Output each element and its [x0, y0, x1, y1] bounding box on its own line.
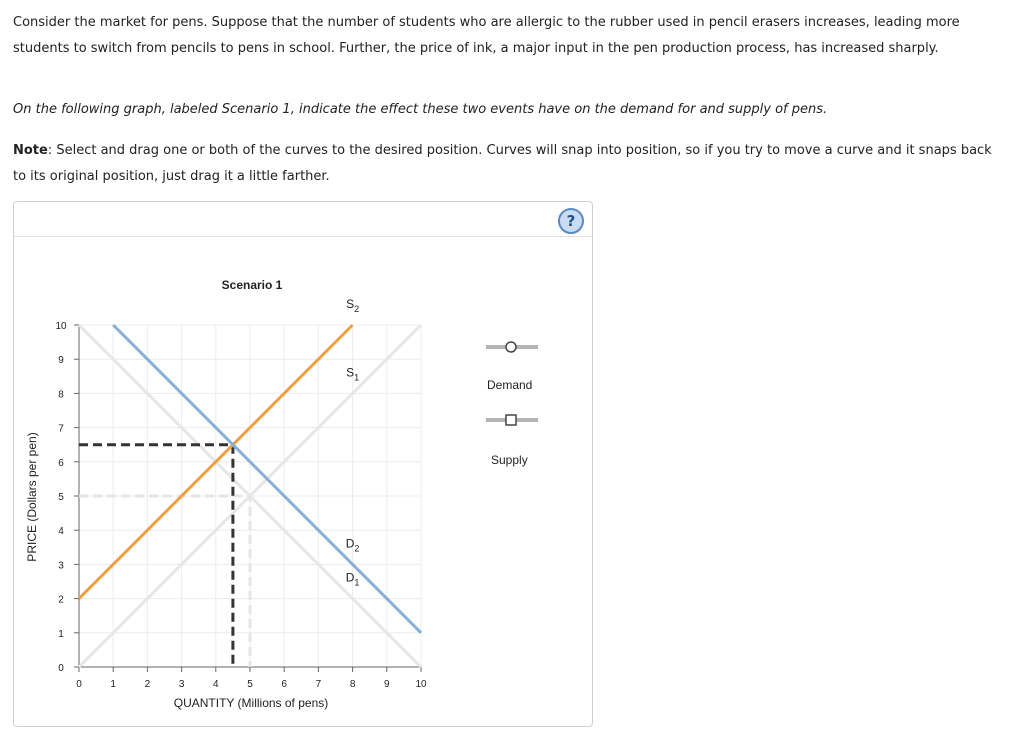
curve-label-s2: $S_2$	[346, 296, 360, 314]
note-label: Note	[13, 143, 48, 158]
curve-label-s1: $S_1$	[346, 365, 360, 383]
x-tick-label: 0	[76, 679, 82, 690]
x-tick-label: 2	[144, 679, 151, 690]
x-tick-label: 4	[213, 679, 219, 690]
legend-demand-label: Demand	[487, 378, 533, 392]
y-tick-label: 8	[58, 389, 64, 401]
curve-label-d2: $D_2$	[345, 536, 360, 554]
question-note	[13, 138, 1003, 190]
x-tick-label: 8	[349, 679, 356, 690]
x-tick-label: 7	[315, 679, 322, 690]
graph-panel	[13, 201, 593, 727]
legend-demand-handle-icon[interactable]	[506, 342, 516, 352]
y-tick-label: 3	[58, 560, 64, 572]
y-tick-label: 9	[58, 355, 64, 367]
y-axis-label: PRICE (Dollars per pen)	[25, 432, 39, 562]
y-tick-label: 1	[58, 628, 64, 640]
note-text: : Select and drag one or both of the curves to the desired position. Curves will snap into position, so if you try to move a curve and it snaps back to its original position, just drag it a little farther.	[13, 143, 992, 184]
legend-supply-label: Supply	[491, 453, 528, 467]
x-tick-label: 5	[247, 679, 253, 690]
y-tick-label: 5	[58, 492, 64, 503]
x-tick-label: 6	[281, 679, 287, 690]
y-tick-label: 4	[58, 526, 64, 538]
y-tick-label: 7	[58, 423, 64, 435]
y-tick-label: 2	[58, 594, 64, 606]
y-tick-label: 6	[58, 457, 64, 469]
question-intro: Consider the market for pens. Suppose that the number of students who are allergic to the rubber used in pencil erasers increases, leading more students to switch from pencils to pens in school. Further, the price of ink, a major input in the pen production process, has increased sharply.	[13, 15, 960, 56]
help-button[interactable]: ?	[558, 208, 584, 234]
chart-title: Scenario 1	[221, 278, 283, 292]
x-tick-label: 3	[178, 679, 185, 690]
x-tick-label: 10	[415, 679, 427, 690]
legend-supply-handle-icon[interactable]	[506, 415, 516, 425]
question-instruction: On the following graph, labeled Scenario 1, indicate the effect these two events have on the demand for and supply of pens.	[13, 102, 828, 117]
y-tick-label: 10	[55, 321, 67, 332]
x-tick-label: 9	[384, 679, 390, 690]
curve-label-d1: $D_1$	[345, 570, 360, 588]
x-axis-label: QUANTITY (Millions of pens)	[173, 696, 329, 710]
x-tick-label: 1	[110, 679, 116, 690]
new-equilibrium-dashes	[79, 445, 233, 667]
y-tick-label: 0	[58, 663, 64, 674]
